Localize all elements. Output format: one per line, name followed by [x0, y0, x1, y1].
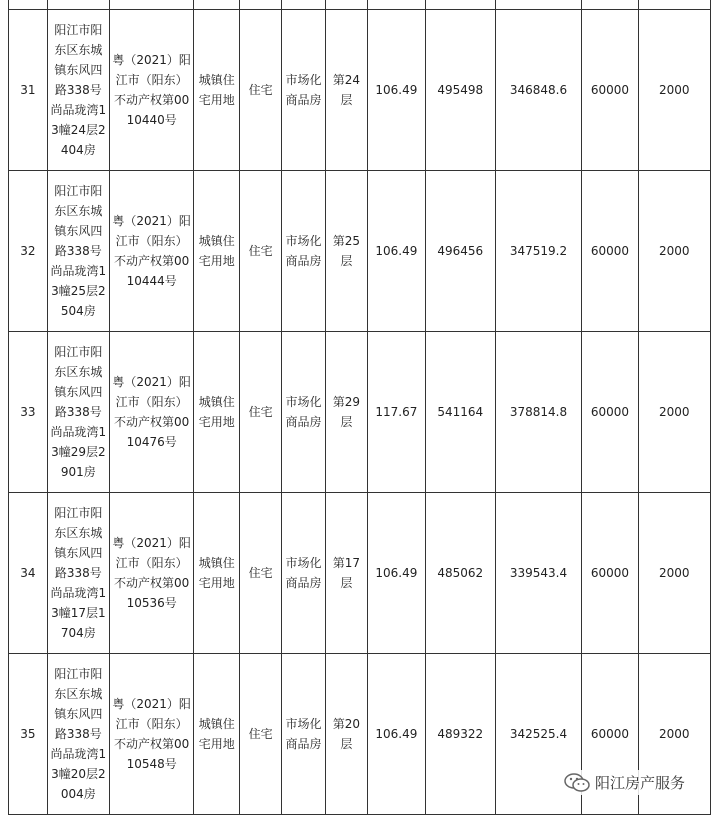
- bid-increment-cell: 2000: [638, 171, 710, 332]
- usage-cell: 住宅: [240, 654, 282, 815]
- deposit-cell: 60000: [582, 10, 638, 171]
- area-cell: 106.49: [367, 654, 425, 815]
- floor-cell: 第29层: [325, 332, 367, 493]
- row-number-cell: 32: [9, 171, 48, 332]
- certificate-number-cell: 粤（2021）阳江市（阳东）不动产权第0010548号: [109, 654, 194, 815]
- wechat-icon: [564, 773, 590, 793]
- area-cell: 106.49: [367, 171, 425, 332]
- area-cell: 117.67: [367, 332, 425, 493]
- certificate-number-cell: 粤（2021）阳江市（阳东）不动产权第0010536号: [109, 493, 194, 654]
- table-row: [9, 332, 711, 493]
- floor-cell: 第17层: [325, 493, 367, 654]
- certificate-number-cell: 粤（2021）阳江市（阳东）不动产权第0010444号: [109, 171, 194, 332]
- starting-price-cell: 346848.6: [495, 10, 582, 171]
- property-table: [8, 0, 711, 815]
- row-number-cell: 35: [9, 654, 48, 815]
- property-nature-cell: 市场化商品房: [282, 493, 326, 654]
- reference-price-cell: 541164: [425, 332, 495, 493]
- row-number-cell: 34: [9, 493, 48, 654]
- starting-price-cell: 339543.4: [495, 493, 582, 654]
- row-number-cell: 31: [9, 10, 48, 171]
- land-type-cell: 城镇住宅用地: [194, 493, 240, 654]
- area-cell: 106.49: [367, 493, 425, 654]
- starting-price-cell: 342525.4: [495, 654, 582, 815]
- land-type-cell: 城镇住宅用地: [194, 10, 240, 171]
- property-nature-cell: 市场化商品房: [282, 10, 326, 171]
- bid-increment-cell: 2000: [638, 493, 710, 654]
- property-nature-cell: 市场化商品房: [282, 654, 326, 815]
- bid-increment-cell: 2000: [638, 332, 710, 493]
- watermark: [560, 770, 689, 795]
- usage-cell: 住宅: [240, 10, 282, 171]
- land-type-cell: 城镇住宅用地: [194, 654, 240, 815]
- reference-price-cell: 496456: [425, 171, 495, 332]
- address-cell: 阳江市阳东区东城镇东风四路338号尚品珑湾13幢20层2004房: [47, 654, 109, 815]
- floor-cell: 第20层: [325, 654, 367, 815]
- address-cell: 阳江市阳东区东城镇东风四路338号尚品珑湾13幢29层2901房: [47, 332, 109, 493]
- bid-increment-cell: 2000: [638, 10, 710, 171]
- floor-cell: 第25层: [325, 171, 367, 332]
- bid-increment-cell: 2000: [638, 654, 710, 815]
- address-cell: 阳江市阳东区东城镇东风四路338号尚品珑湾13幢17层1704房: [47, 493, 109, 654]
- property-nature-cell: 市场化商品房: [282, 332, 326, 493]
- area-cell: 106.49: [367, 10, 425, 171]
- usage-cell: 住宅: [240, 493, 282, 654]
- address-cell: 阳江市阳东区东城镇东风四路338号尚品珑湾13幢25层2504房: [47, 171, 109, 332]
- usage-cell: 住宅: [240, 171, 282, 332]
- table-row: [9, 171, 711, 332]
- table-row: [9, 10, 711, 171]
- deposit-cell: 60000: [582, 332, 638, 493]
- reference-price-cell: 495498: [425, 10, 495, 171]
- table-row: [9, 0, 711, 10]
- row-number-cell: 33: [9, 332, 48, 493]
- usage-cell: 住宅: [240, 332, 282, 493]
- table-row: [9, 493, 711, 654]
- reference-price-cell: 485062: [425, 493, 495, 654]
- land-type-cell: 城镇住宅用地: [194, 171, 240, 332]
- watermark-text: 阳江房产服务: [594, 774, 685, 792]
- property-nature-cell: 市场化商品房: [282, 171, 326, 332]
- address-cell: 阳江市阳东区东城镇东风四路338号尚品珑湾13幢24层2404房: [47, 10, 109, 171]
- starting-price-cell: 378814.8: [495, 332, 582, 493]
- floor-cell: 第24层: [325, 10, 367, 171]
- certificate-number-cell: 粤（2021）阳江市（阳东）不动产权第0010440号: [109, 10, 194, 171]
- deposit-cell: 60000: [582, 171, 638, 332]
- land-type-cell: 城镇住宅用地: [194, 332, 240, 493]
- certificate-number-cell: 粤（2021）阳江市（阳东）不动产权第0010476号: [109, 332, 194, 493]
- deposit-cell: 60000: [582, 493, 638, 654]
- deposit-cell: 60000: [582, 654, 638, 815]
- starting-price-cell: 347519.2: [495, 171, 582, 332]
- reference-price-cell: 489322: [425, 654, 495, 815]
